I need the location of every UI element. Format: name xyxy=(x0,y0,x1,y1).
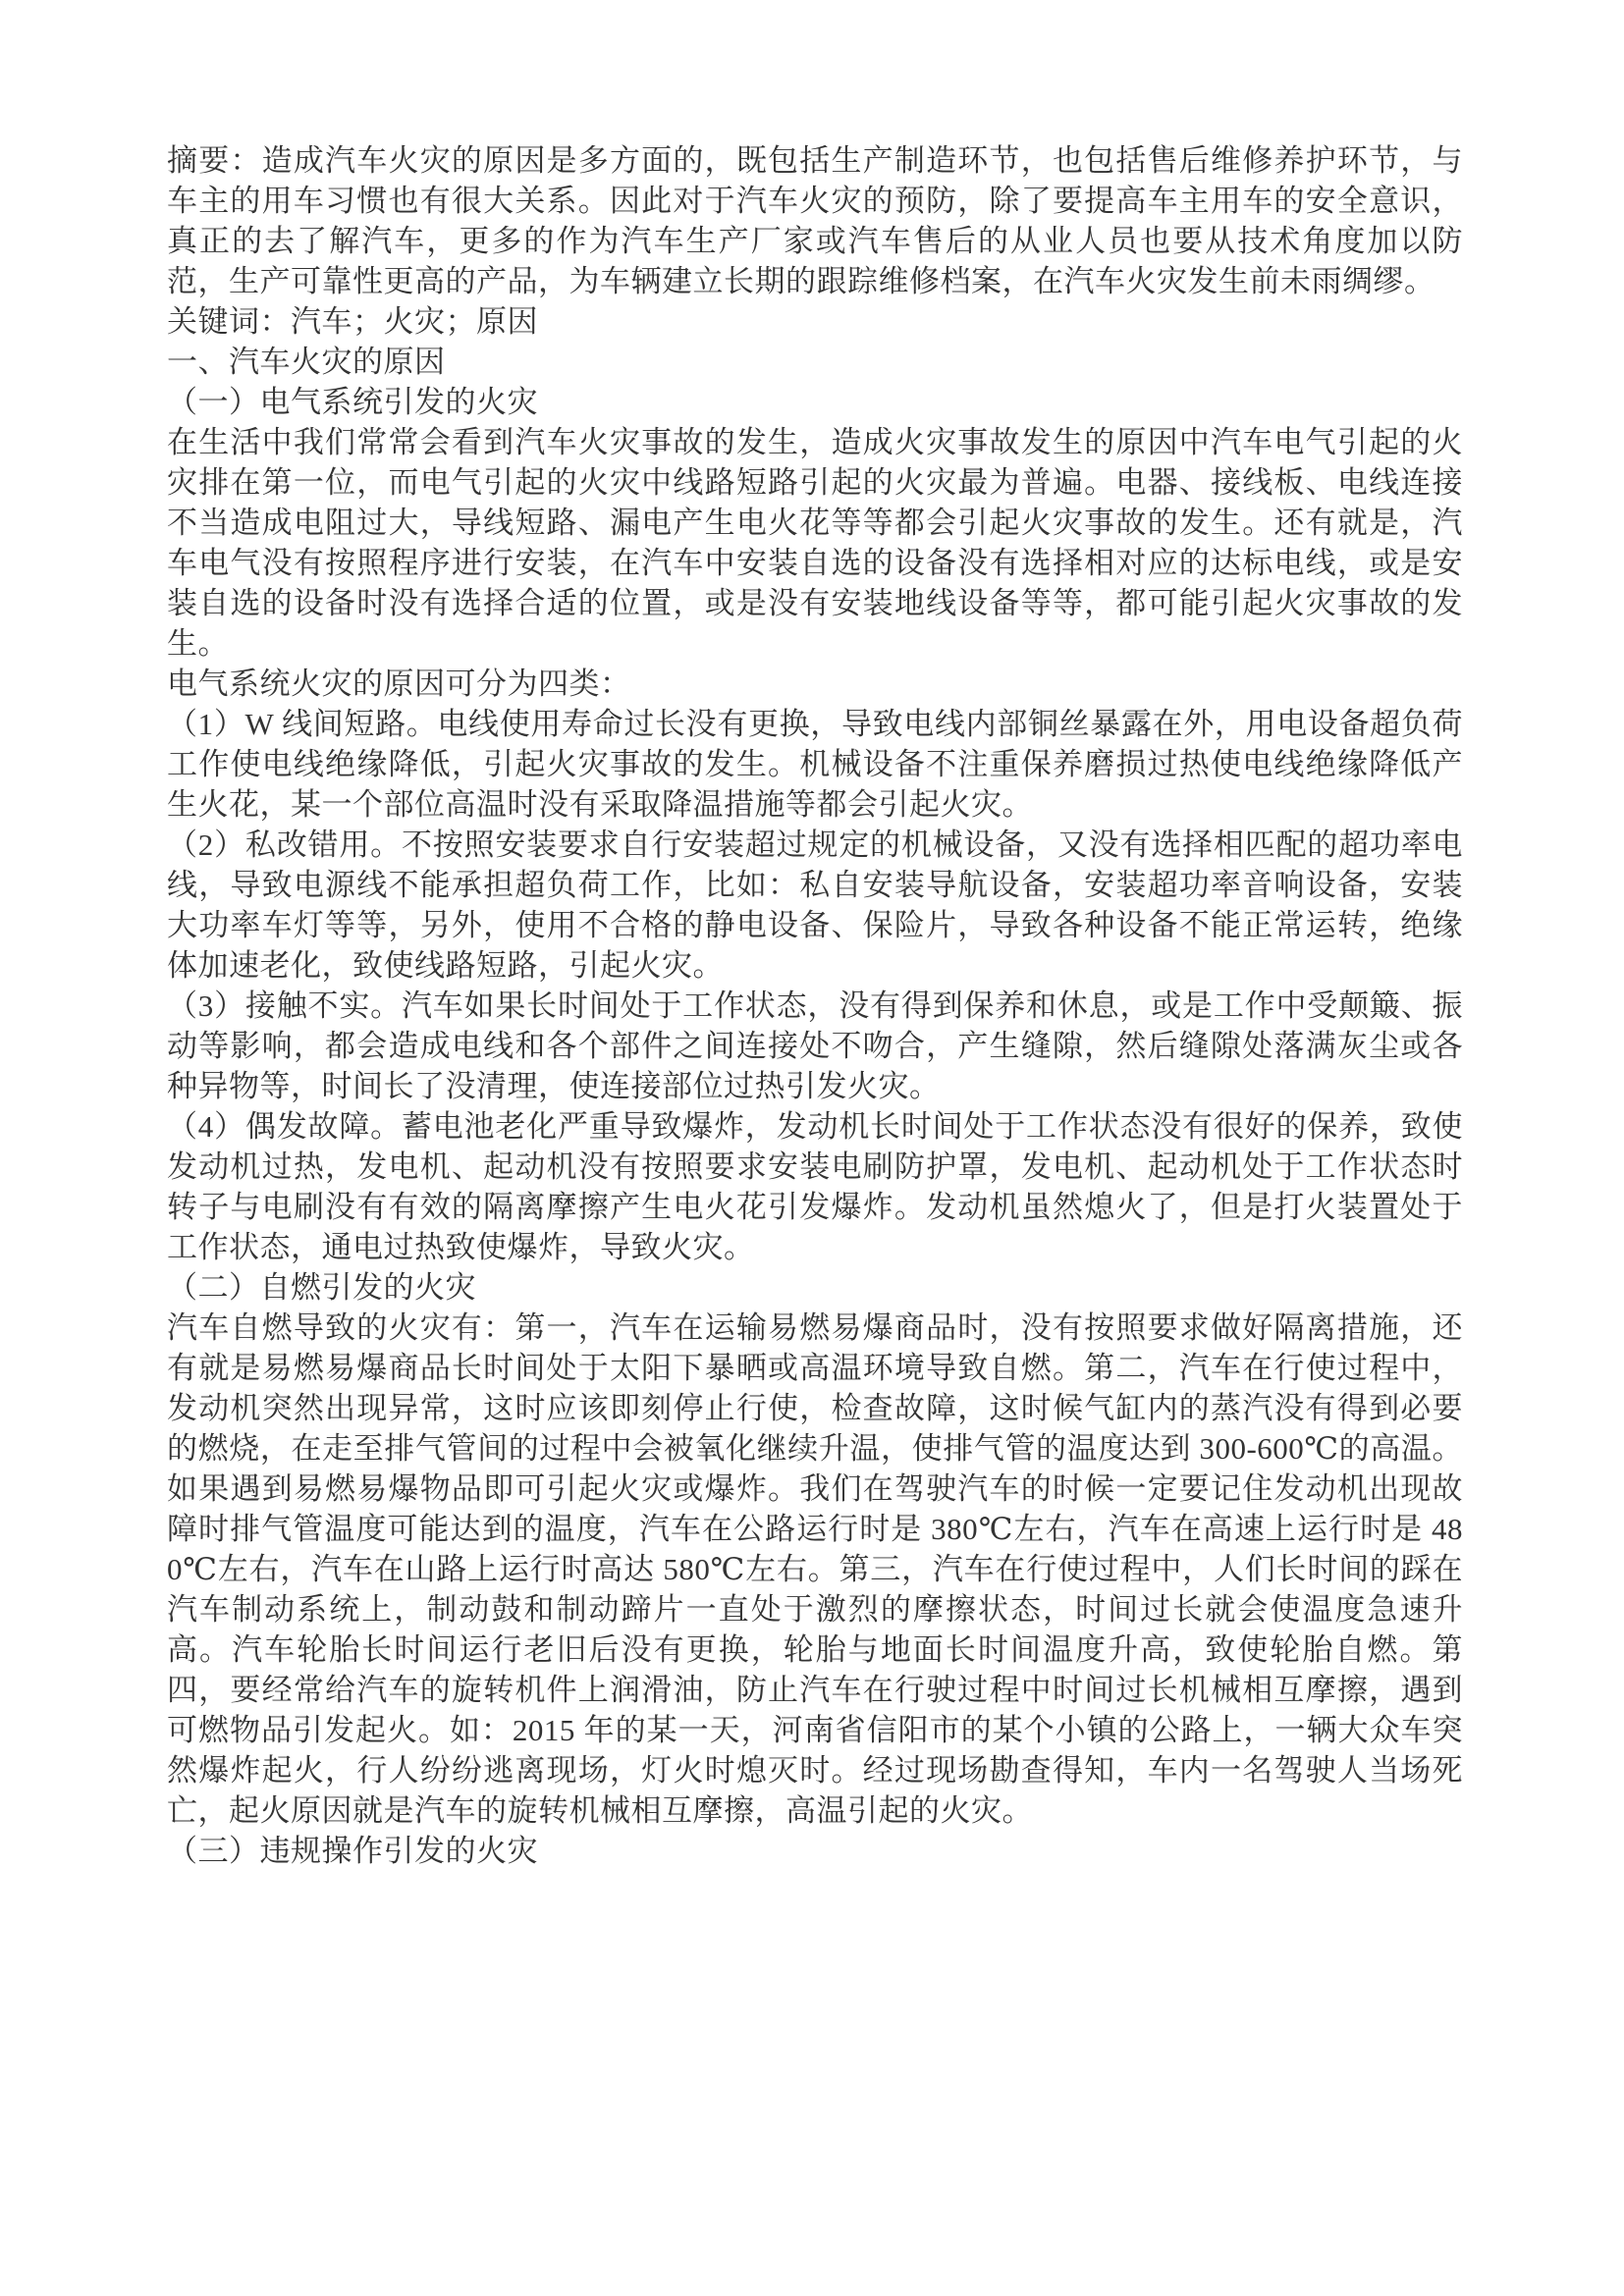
heading-subsection-1-1: （一）电气系统引发的火灾 xyxy=(167,385,538,419)
paragraph-electrical-intro: 在生活中我们常常会看到汽车火灾事故的发生，造成火灾事故发生的原因中汽车电气引起的火灾排在第一位，而电气引起的火灾中线路短路引起的火灾最为普遍。电器、接线板、电线连接不当造成电阻过大，导线短路、漏电产生电火花等等都会引起火灾事故的发生。还有就是，汽车电气没有按照程序进行安装，在汽车中安装自选的设备没有选择相对应的达标电线，或是安装自选的设备时没有选择合适的位置，或是没有安装地线设备等等，都可能引起火灾事故的发生。 xyxy=(167,425,1463,661)
paragraph-cause-3-bad-contact: （3）接触不实。汽车如果长时间处于工作状态，没有得到保养和休息，或是工作中受颠簸、振动等影响，都会造成电线和各个部件之间连接处不吻合，产生缝隙，然后缝隙处落满灰尘或各种异物等，时间长了没清理，使连接部位过热引发火灾。 xyxy=(167,988,1463,1103)
paragraph-cause-4-random-fault: （4）偶发故障。蓄电池老化严重导致爆炸，发动机长时间处于工作状态没有很好的保养，致使发动机过热，发电机、起动机没有按照要求安装电刷防护罩，发电机、起动机处于工作状态时转子与电刷没有有效的隔离摩擦产生电火花引发爆炸。发动机虽然熄火了，但是打火装置处于工作状态，通电过热致使爆炸，导致火灾。 xyxy=(167,1109,1463,1264)
paragraph-cause-2-misuse: （2）私改错用。不按照安装要求自行安装超过规定的机械设备，又没有选择相匹配的超功率电线，导致电源线不能承担超负荷工作，比如：私自安装导航设备，安装超功率音响设备，安装大功率车灯等等，另外，使用不合格的静电设备、保险片，导致各种设备不能正常运转，绝缘体加速老化，致使线路短路，引起火灾。 xyxy=(167,828,1463,983)
heading-subsection-1-3: （三）违规操作引发的火灾 xyxy=(167,1834,538,1868)
paragraph-self-ignition: 汽车自燃导致的火灾有：第一，汽车在运输易燃易爆商品时，没有按照要求做好隔离措施，还有就是易燃易爆商品长时间处于太阳下暴晒或高温环境导致自燃。第二，汽车在行使过程中，发动机突然出现异常，这时应该即刻停止行使，检查故障，这时候气缸内的蒸汽没有得到必要的燃烧，在走至排气管间的过程中会被氧化继续升温，使排气管的温度达到 300-600℃的高温。如果遇到易燃易爆物品即可引起火灾或爆炸。我们在驾驶汽车的时候一定要记住发动机出现故障时排气管温度可能达到的温度，汽车在公路运行时是 380℃左右，汽车在高速上运行时是 480℃左右，汽车在山路上运行时高达 580℃左右。第三，汽车在行使过程中，人们长时间的踩在汽车制动系统上，制动鼓和制动蹄片一直处于激烈的摩擦状态，时间过长就会使温度急速升高。汽车轮胎长时间运行老旧后没有更换，轮胎与地面长时间温度升高，致使轮胎自燃。第四，要经常给汽车的旋转机件上润滑油，防止汽车在行驶过程中时间过长机械相互摩擦，遇到可燃物品引发起火。如：2015 年的某一天，河南省信阳市的某个小镇的公路上，一辆大众车突然爆炸起火，行人纷纷逃离现场，灯火时熄灭时。经过现场勘查得知，车内一名驾驶人当场死亡，起火原因就是汽车的旋转机械相互摩擦，高温引起的火灾。 xyxy=(167,1310,1463,1828)
abstract-paragraph: 摘要：造成汽车火灾的原因是多方面的，既包括生产制造环节，也包括售后维修养护环节，与车主的用车习惯也有很大关系。因此对于汽车火灾的预防，除了要提高车主用车的安全意识，真正的去了解汽车，更多的作为汽车生产厂家或汽车售后的从业人员也要从技术角度加以防范，生产可靠性更高的产品，为车辆建立长期的跟踪维修档案，在汽车火灾发生前未雨绸缪。 xyxy=(167,143,1463,298)
heading-subsection-1-2: （二）自燃引发的火灾 xyxy=(167,1270,476,1305)
paragraph-four-types-lead: 电气系统火灾的原因可分为四类： xyxy=(167,667,631,701)
keywords-line: 关键词：汽车；火灾；原因 xyxy=(167,304,538,339)
paragraph-cause-1-short-circuit: （1）W 线间短路。电线使用寿命过长没有更换，导致电线内部铜丝暴露在外，用电设备超负荷工作使电线绝缘降低，引起火灾事故的发生。机械设备不注重保养磨损过热使电线绝缘降低产生火花，某一个部位高温时没有采取降温措施等都会引起火灾。 xyxy=(167,707,1463,822)
heading-section-1: 一、汽车火灾的原因 xyxy=(167,345,446,379)
